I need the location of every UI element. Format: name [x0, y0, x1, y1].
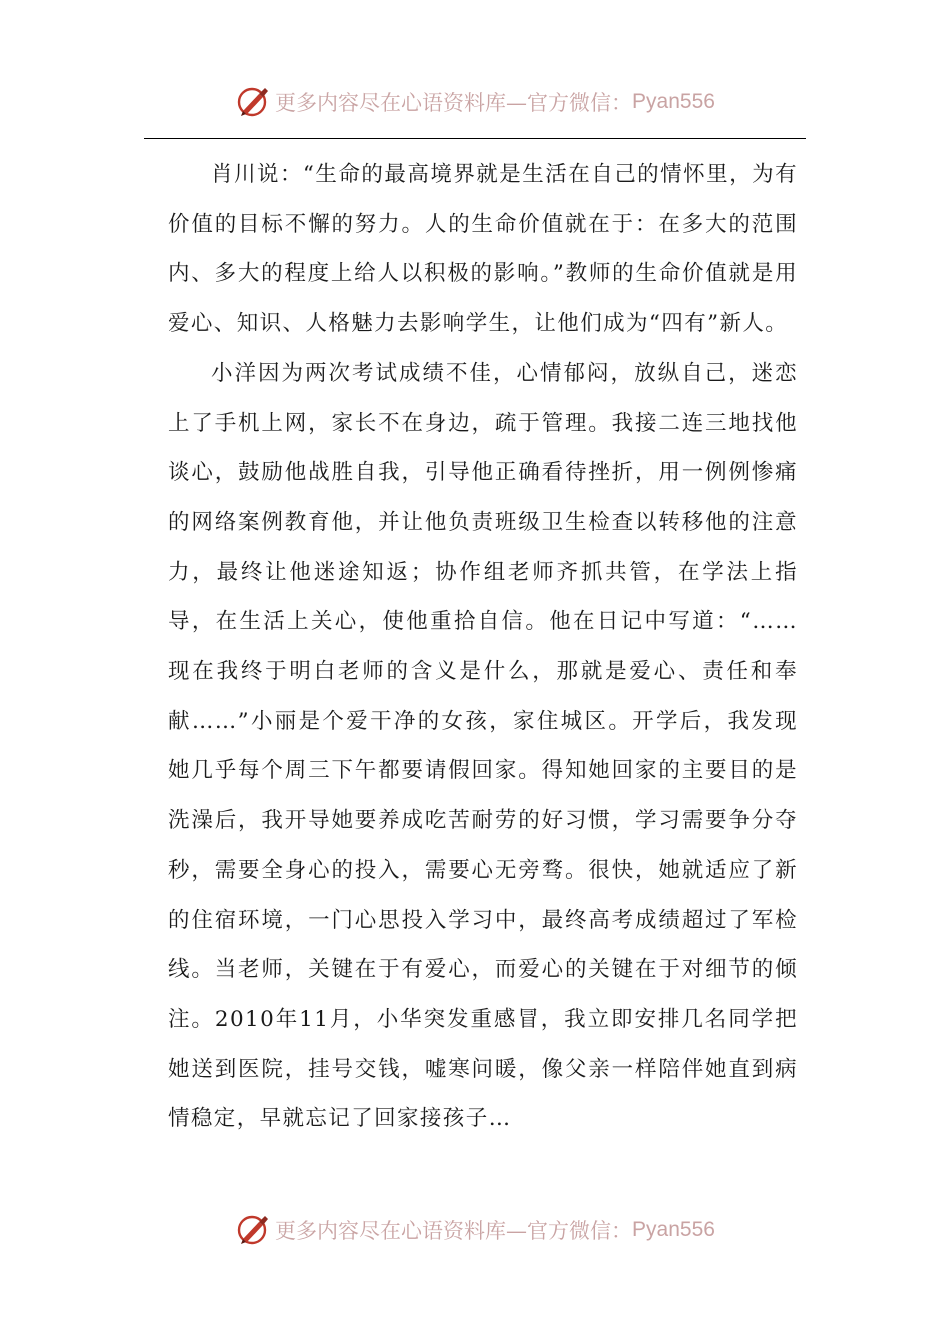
document-body	[168, 150, 798, 1144]
footer-banner	[0, 1208, 950, 1252]
footer-banner-text: 更多内容尽在心语资料库—官方微信：	[275, 1219, 633, 1243]
header-banner-text: 更多内容尽在心语资料库—官方微信：	[275, 91, 633, 115]
paragraph: 肖川说：“生命的最高境界就是生活在自己的情怀里，为有价值的目标不懈的努力。人的生命价值就在于：在多大的范围内、多大的程度上给人以积极的影响。”教师的生命价值就是用爱心、知识、人格魅力去影响学生，让他们成为“四有”新人。	[168, 162, 798, 337]
header-rule	[144, 138, 806, 139]
header-banner-id: Pyan556	[632, 90, 715, 113]
pen-logo-icon	[235, 1212, 271, 1248]
footer-banner-id: Pyan556	[632, 1218, 715, 1241]
paragraph: 小洋因为两次考试成绩不佳，心情郁闷，放纵自己，迷恋上了手机上网，家长不在身边，疏于管理。我接二连三地找他谈心，鼓励他战胜自我，引导他正确看待挫折，用一例例惨痛的网络案例教育他，并让他负责班级卫生检查以转移他的注意力，最终让他迷途知返；协作组老师齐抓共管，在学法上指导，在生活上关心，使他重拾自信。他在日记中写道：“……现在我终于明白老师的含义是什么，那就是爱心、责任和奉献……”小丽是个爱干净的女孩，家住城区。开学后，我发现她几乎每个周三下午都要请假回家。得知她回家的主要目的是洗澡后，我开导她要养成吃苦耐劳的好习惯，学习需要争分夺秒，需要全身心的投入，需要心无旁骛。很快，她就适应了新的住宿环境，一门心思投入学习中，最终高考成绩超过了军检线。当老师，关键在于有爱心，而爱心的关键在于对细节的倾注。2010年11月，小华突发重感冒，我立即安排几名同学把她送到医院，挂号交钱，嘘寒问暖，像父亲一样陪伴她直到病情稳定，早就忘记了回家接孩子…	[168, 360, 798, 1132]
header-banner	[0, 80, 950, 124]
pen-logo-icon	[235, 84, 271, 120]
